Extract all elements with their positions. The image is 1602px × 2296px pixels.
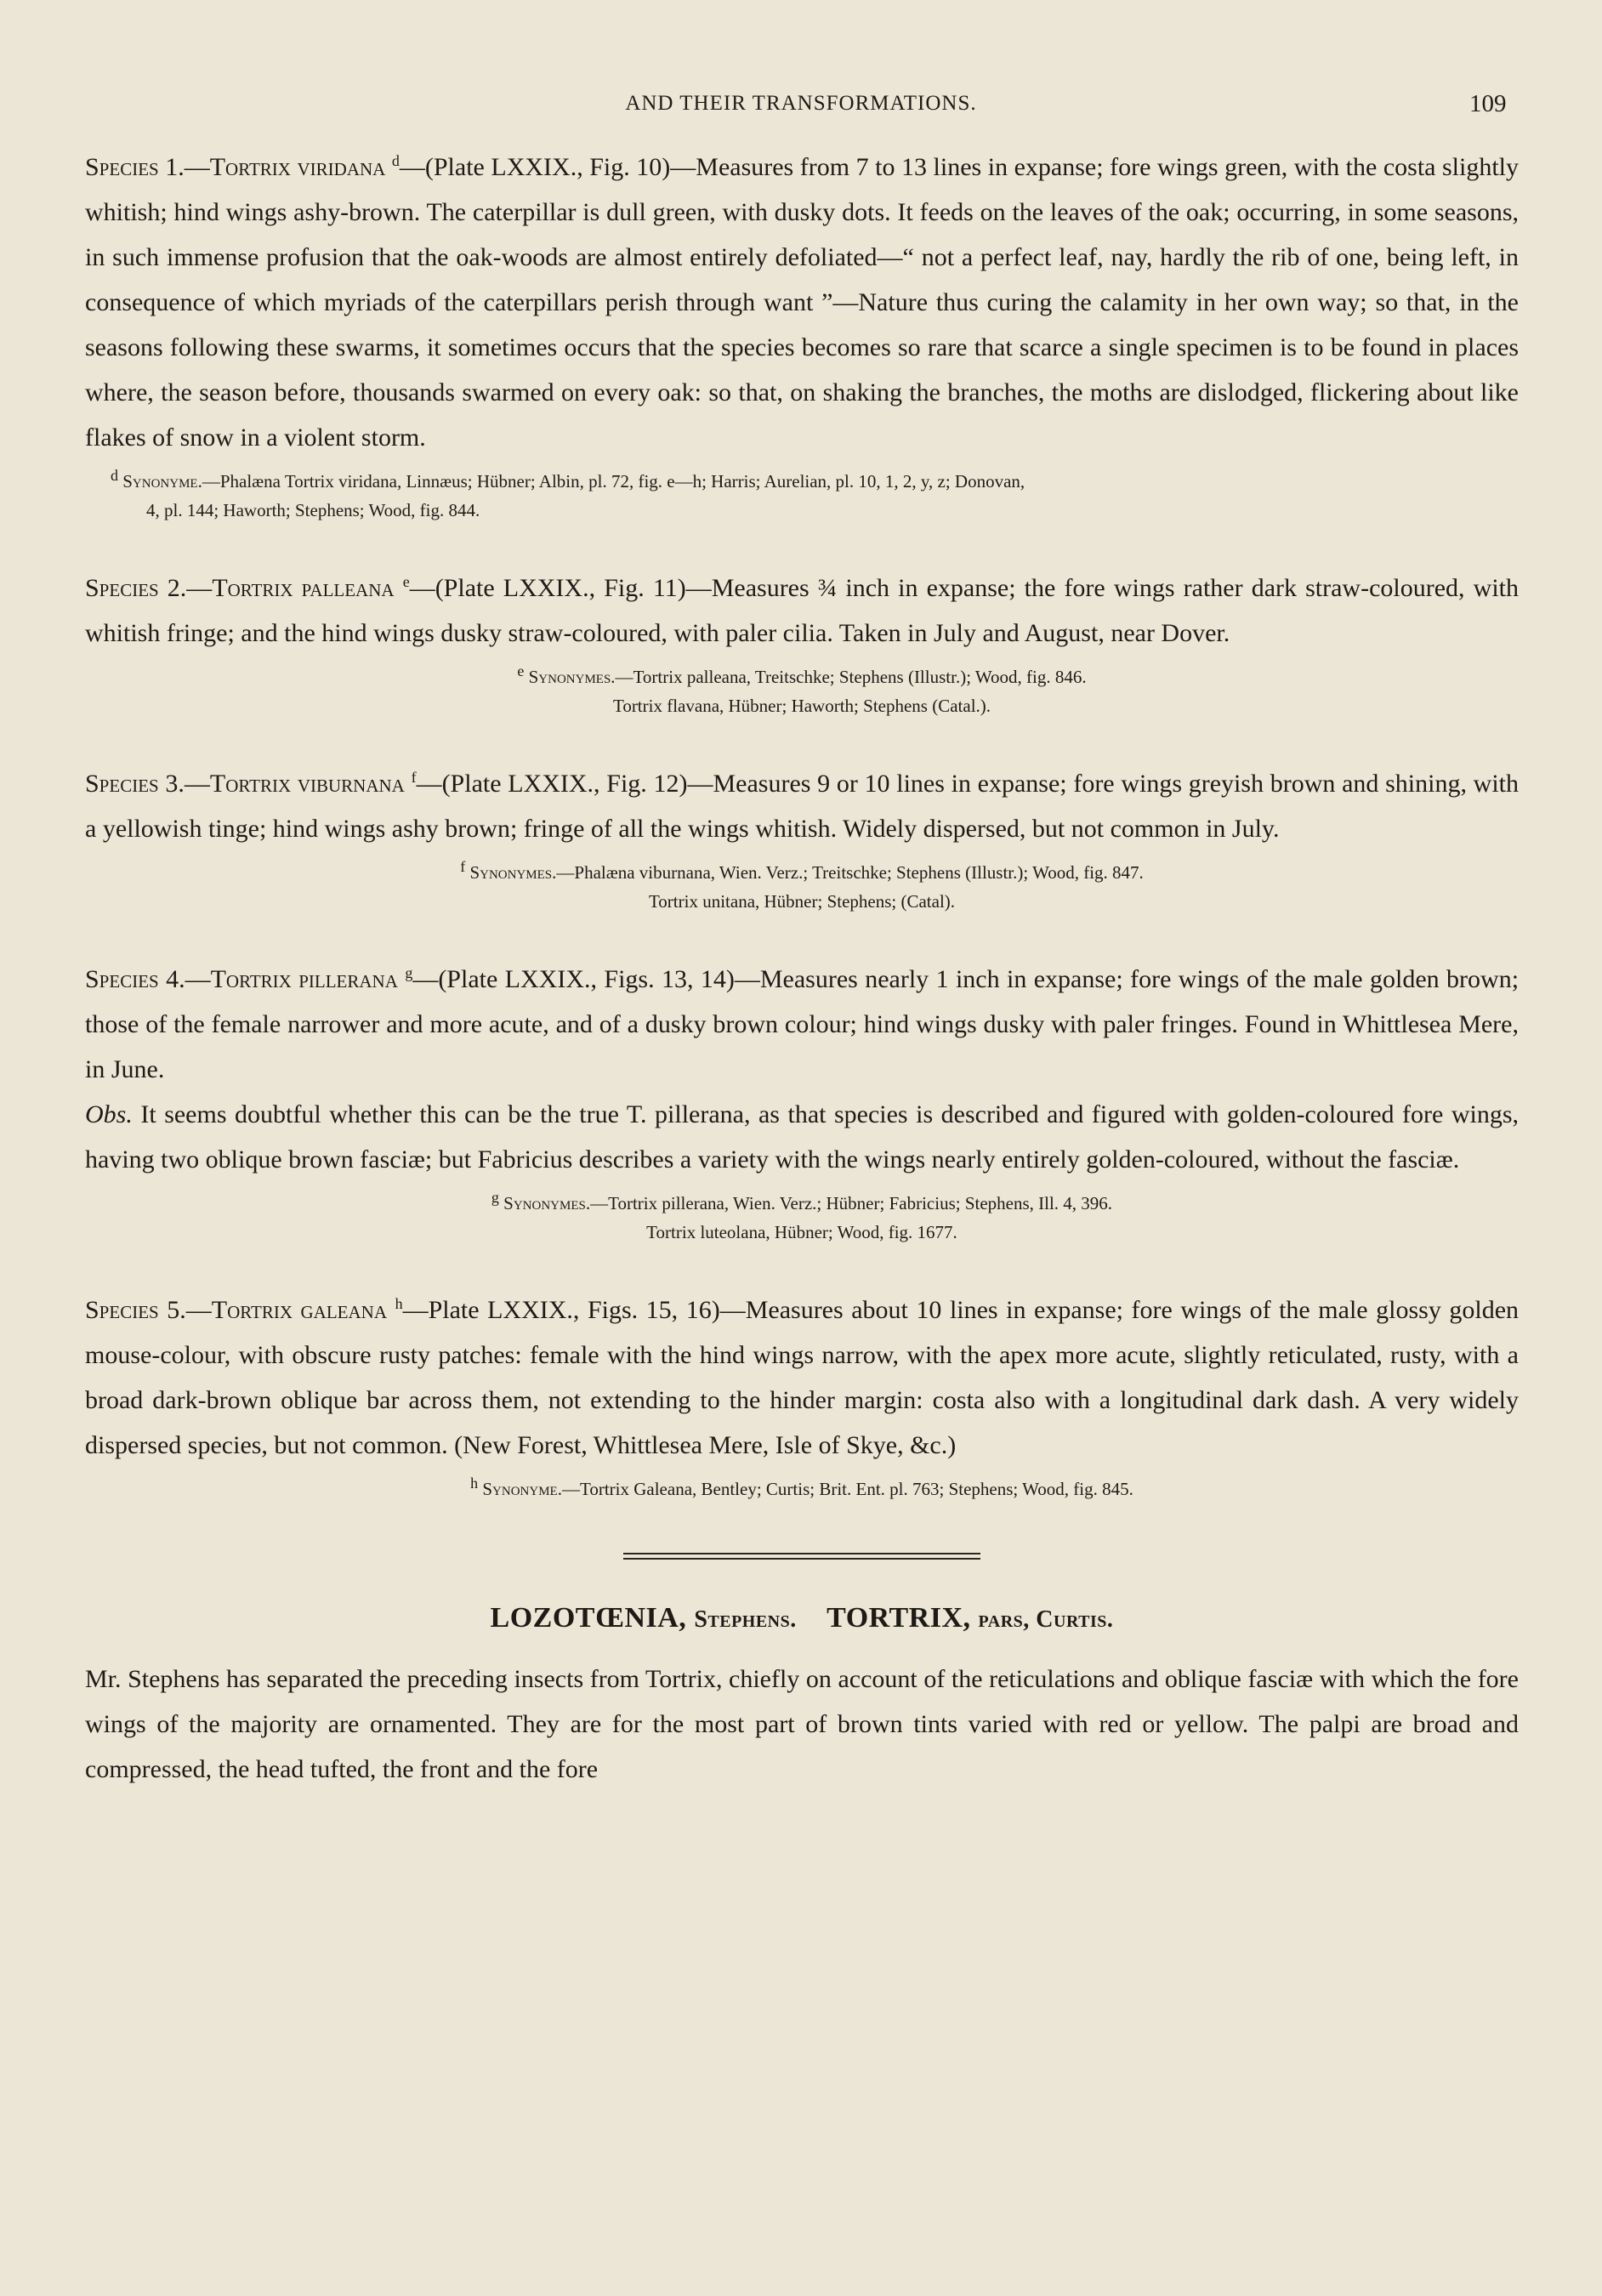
species-name: Tortrix viridana (209, 153, 386, 181)
species-3-footnote (85, 858, 1519, 916)
species-5-footnote (85, 1475, 1519, 1503)
species-1-footnote (85, 467, 1519, 525)
species-description: —(Plate LXXIX., Fig. 12)—Measures 9 or 10 lines in expanse; fore wings greyish brown and shining, with a yellowish tinge; hind wings ashy brown; fringe of all the wings whitish. Widely dispersed, but not common in July. (85, 770, 1519, 843)
obs-label: Obs. (85, 1100, 133, 1128)
species-description: —(Plate LXXIX., Fig. 10)—Measures from 7 to 13 lines in expanse; fore wings green, with the costa slightly whitish; hind wings ashy-brown. The caterpillar is dull green, with dusky dots. It feeds on the leaves of the oak; occurring, in some seasons, in such immense profusion that the oak-woods are almost entirely defoliated—“ not a perfect leaf, nay, hardly the rib of one, being left, in consequence of which myriads of the caterpillars perish through want ”—Nature thus curing the calamity in her own way; so that, in the seasons following these swarms, it sometimes occurs that the species becomes so rare that scarce a single specimen is to be found in places where, the season before, thousands swarmed on every oak: so that, on shaking the branches, the moths are dislodged, flickering about like flakes of snow in a violent storm. (85, 153, 1520, 452)
species-label: Species 3.— (85, 770, 210, 798)
footnote-line: Tortrix luteolana, Hübner; Wood, fig. 1677. (646, 1222, 957, 1242)
footnote-marker: f (460, 858, 466, 875)
species-label: Species 4.— (85, 965, 211, 993)
species-description: —Plate LXXIX., Figs. 15, 16)—Measures about 10 lines in expanse; fore wings of the male glossy golden mouse-colour, with obscure rusty patches: female with the hind wings narrow, with the apex more acute, slightly reticulated, rusty, with a broad dark-brown oblique bar across them, not extending to the hinder margin: costa also with a longitudinal dark dash. A very widely dispersed species, but not common. (New Forest, Whittlesea Mere, Isle of Skye, &c.) (85, 1296, 1520, 1459)
footnote-label: Synonymes.— (469, 862, 575, 883)
species-2-paragraph (85, 565, 1519, 656)
species-4-paragraph (85, 957, 1519, 1092)
section-intro-paragraph: Mr. Stephens has separated the preceding insects from Tortrix, chiefly on account of the reticulations and oblique fasciæ with which the fore wings of the majority are ornamented. They are for the most part of brown tints varied with red or yellow. The palpi are broad and compressed, the head tufted, the front and the fore (85, 1665, 1519, 1783)
section-heading (85, 1602, 1519, 1634)
genus-name: LOZOTŒNIA, (490, 1602, 687, 1634)
species-1-paragraph (85, 145, 1519, 460)
running-title: AND THEIR TRANSFORMATIONS. (625, 92, 977, 115)
species-5-paragraph (85, 1287, 1519, 1468)
footnote-label: Synonymes.— (503, 1193, 609, 1213)
footnote-marker: d (111, 467, 118, 484)
obs-text: It seems doubtful whether this can be the true T. pillerana, as that species is described and figured with golden-coloured fore wings, having two oblique brown fasciæ; but Fabricius describes a variety with the wings nearly entirely golden-coloured, without the fasciæ. (85, 1100, 1519, 1174)
footnote-label: Synonyme.— (122, 471, 220, 492)
footnote-line: Phalæna viburnana, Wien. Verz.; Treitschke; Stephens (Illustr.); Wood, fig. 847. (574, 862, 1144, 883)
footnote-marker: h (470, 1475, 479, 1492)
species-2-footnote (85, 662, 1519, 720)
footnote-line: 4, pl. 144; Haworth; Stephens; Wood, fig. 844. (146, 500, 480, 520)
footnote-ref: g (405, 964, 413, 981)
footnote-line: Tortrix pillerana, Wien. Verz.; Hübner; Fabricius; Stephens, Ill. 4, 396. (608, 1193, 1113, 1213)
footnote-line: Tortrix palleana, Treitschke; Stephens (Illustr.); Wood, fig. 846. (633, 667, 1087, 687)
species-name: Tortrix galeana (211, 1296, 388, 1324)
footnote-marker: e (517, 662, 525, 679)
species-label: Species 1.— (85, 153, 210, 181)
footnote-ref: f (411, 769, 417, 786)
species-description: —(Plate LXXIX., Fig. 11)—Measures ¾ inch in expanse; the fore wings rather dark straw-coloured, with whitish fringe; and the hind wings dusky straw-coloured, with paler cilia. Taken in July and August, near Dover. (85, 574, 1519, 647)
footnote-line: Tortrix unitana, Hübner; Stephens; (Catal). (648, 891, 956, 912)
page-number: 109 (1469, 90, 1507, 117)
species-name: Tortrix palleana (212, 574, 395, 602)
genus-author: Stephens. (694, 1606, 797, 1633)
species-description: —(Plate LXXIX., Figs. 13, 14)—Measures nearly 1 inch in expanse; fore wings of the male golden brown; those of the female narrower and more acute, and of a dusky brown colour; hind wings dusky with paler fringes. Found in Whittlesea Mere, in June. (85, 965, 1520, 1083)
section-divider (623, 1553, 980, 1560)
footnote-line: Tortrix flavana, Hübner; Haworth; Stephens (Catal.). (612, 696, 991, 716)
footnote-line: Phalæna Tortrix viridana, Linnæus; Hübner; Albin, pl. 72, fig. e—h; Harris; Aurelian, pl. 10, 1, 2, y, z; Donovan, (219, 471, 1025, 492)
footnote-ref: e (402, 573, 410, 590)
footnote-label: Synonyme.— (482, 1479, 580, 1499)
species-name: Tortrix pillerana (210, 965, 398, 993)
footnote-ref: h (395, 1295, 403, 1312)
species-4-footnote (85, 1189, 1519, 1247)
species-label: Species 2.— (85, 574, 213, 602)
footnote-label: Synonymes.— (528, 667, 633, 687)
synonym-note: pars, Curtis. (978, 1606, 1114, 1633)
footnote-marker: g (491, 1189, 499, 1206)
species-4-observation (85, 1092, 1519, 1182)
footnote-ref: d (391, 152, 400, 169)
species-name: Tortrix viburnana (209, 770, 405, 798)
species-label: Species 5.— (85, 1296, 212, 1324)
synonym-genus: TORTRIX, (827, 1602, 971, 1634)
footnote-line: Tortrix Galeana, Bentley; Curtis; Brit. Ent. pl. 763; Stephens; Wood, fig. 845. (579, 1479, 1133, 1499)
page-body (85, 145, 1519, 1792)
species-3-paragraph (85, 761, 1519, 851)
